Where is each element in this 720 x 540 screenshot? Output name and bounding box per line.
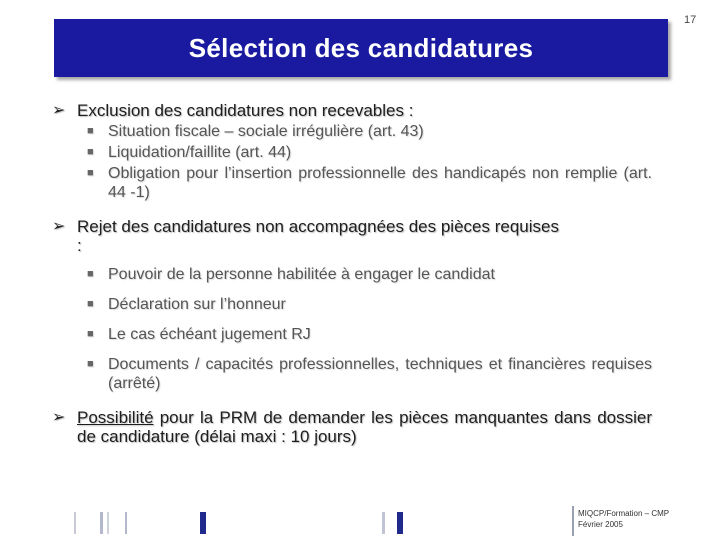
list-item <box>52 325 652 344</box>
list-item <box>52 143 652 162</box>
list-item-text: Documents / capacités professionnelles, techniques et financières requises (arrêté) <box>108 356 652 392</box>
section-rejet <box>52 217 652 393</box>
list-item-text: Situation fiscale – sociale irrégulière (art. 43) <box>108 123 424 140</box>
decorative-bar <box>100 512 103 534</box>
heading-text: pour la PRM de demander les pièces manquantes dans dossier de candidature (délai maxi : 10 jours) <box>77 408 652 446</box>
section-heading <box>52 101 652 120</box>
decorative-bar <box>382 512 385 534</box>
heading-suffix: : <box>403 101 414 120</box>
title-banner <box>54 19 668 77</box>
square-bullet-icon: ■ <box>87 167 94 179</box>
square-bullet-icon: ■ <box>87 358 94 370</box>
list-item-text: Liquidation/faillite (art. 44) <box>108 144 292 161</box>
decorative-bar <box>74 512 76 534</box>
slide-content <box>52 101 652 461</box>
footer-line-1: MIQCP/Formation – CMP <box>578 509 670 518</box>
square-bullet-icon: ■ <box>87 125 94 137</box>
heading-underlined-text: Possibilité <box>77 408 154 427</box>
footer-line-2: Février 2005 <box>578 520 623 529</box>
arrow-bullet-icon: ➢ <box>52 102 66 119</box>
decorative-bar <box>397 512 403 534</box>
list-item-text: Le cas échéant jugement RJ <box>108 326 311 343</box>
list-item <box>52 355 652 393</box>
heading-suffix: : <box>77 236 82 255</box>
footer-divider <box>572 506 574 536</box>
list-item <box>52 265 652 284</box>
list-item-text: Pouvoir de la personne habilitée à engager le candidat <box>108 266 495 283</box>
decorative-bar <box>107 512 109 534</box>
section-heading <box>52 217 652 255</box>
heading-text: Rejet des candidatures non accompagnées des pièces requises <box>77 217 559 236</box>
list-item-text: Obligation pour l’insertion professionnelle des handicapés non remplie (art. 44 -1) <box>108 165 652 201</box>
section-heading <box>52 408 652 446</box>
footer <box>578 508 669 530</box>
list-item <box>52 122 652 141</box>
arrow-bullet-icon: ➢ <box>52 218 66 235</box>
list-item-text: Déclaration sur l’honneur <box>108 296 286 313</box>
list-item <box>52 295 652 314</box>
section-exclusion <box>52 101 652 202</box>
list-item <box>52 164 652 202</box>
square-bullet-icon: ■ <box>87 298 94 310</box>
page-number: 17 <box>684 14 697 26</box>
decorative-bar <box>200 512 206 534</box>
decorative-bar <box>125 512 127 534</box>
section-possibilite <box>52 408 652 446</box>
square-bullet-icon: ■ <box>87 268 94 280</box>
heading-text: Exclusion des candidatures non recevables <box>77 101 404 120</box>
arrow-bullet-icon: ➢ <box>52 409 66 426</box>
slide-title: Sélection des candidatures <box>188 33 534 63</box>
square-bullet-icon: ■ <box>87 146 94 158</box>
square-bullet-icon: ■ <box>87 328 94 340</box>
